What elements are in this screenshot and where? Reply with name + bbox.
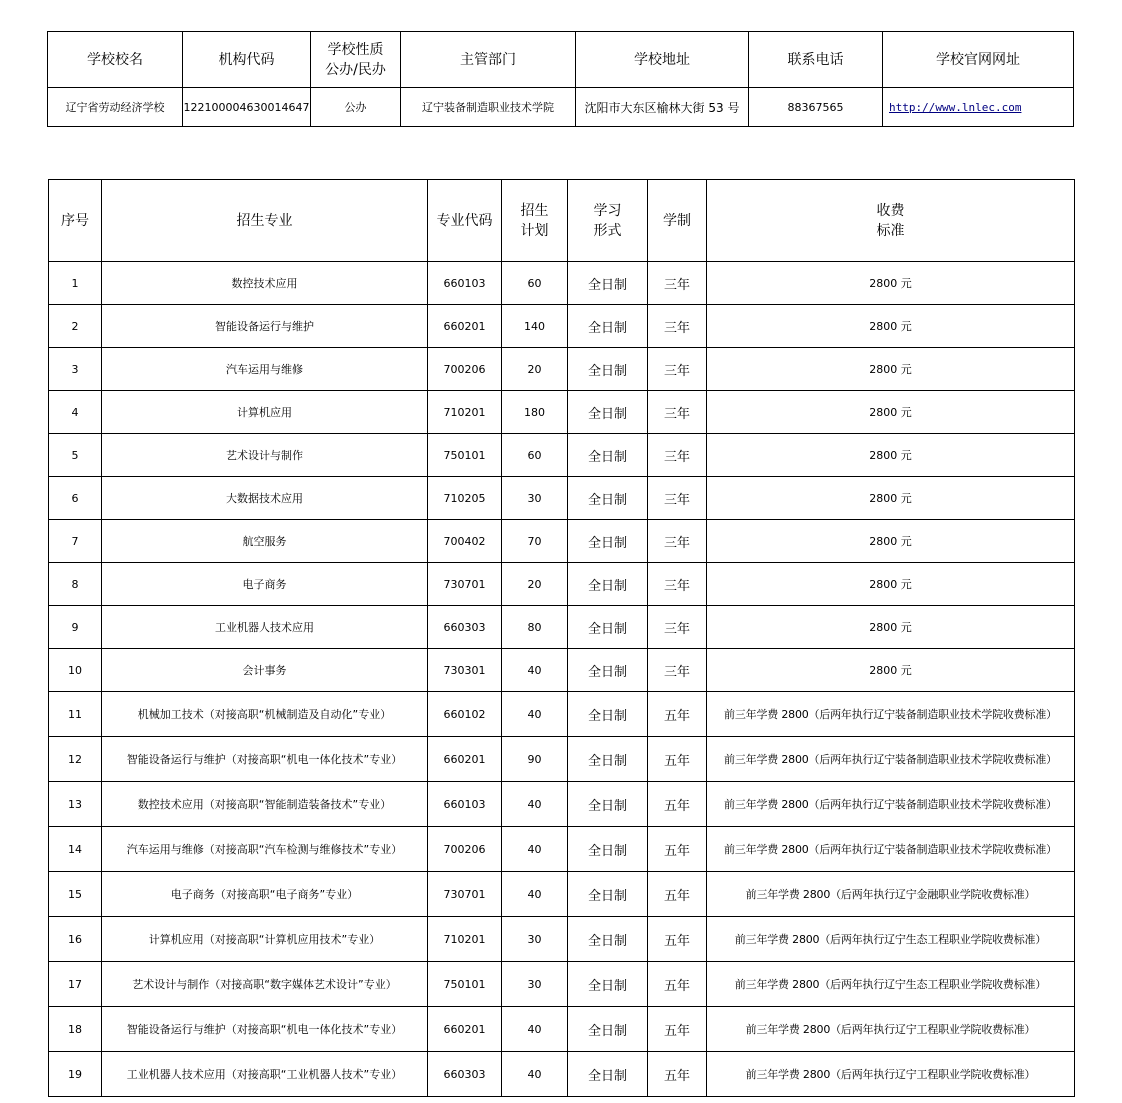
duration: 三年 — [648, 606, 707, 649]
header-fee-line1: 收费 — [876, 202, 905, 219]
duration: 五年 — [648, 917, 707, 962]
fee-standard: 2800 元 — [707, 391, 1075, 434]
study-form: 全日制 — [568, 262, 648, 305]
major-name: 工业机器人技术应用（对接高职“工业机器人技术”专业） — [102, 1052, 428, 1097]
major-index: 12 — [49, 737, 102, 782]
major-name: 智能设备运行与维护（对接高职“机电一体化技术”专业） — [102, 1007, 428, 1052]
header-phone: 联系电话 — [749, 32, 883, 88]
header-plan-line1: 招生 — [520, 202, 549, 219]
table-row — [49, 737, 1075, 782]
school-name: 辽宁省劳动经济学校 — [48, 88, 183, 127]
study-form: 全日制 — [568, 1007, 648, 1052]
header-address: 学校地址 — [576, 32, 749, 88]
major-index: 8 — [49, 563, 102, 606]
study-form: 全日制 — [568, 782, 648, 827]
table-row — [49, 434, 1075, 477]
major-code: 660103 — [428, 782, 502, 827]
header-index: 序号 — [49, 180, 102, 262]
header-nature-line1: 学校性质 — [327, 41, 384, 58]
enroll-plan: 30 — [502, 962, 568, 1007]
org-code: 12210000463001464​7 — [183, 88, 311, 127]
table-row — [49, 692, 1075, 737]
table-row — [49, 477, 1075, 520]
major-name: 电子商务（对接高职“电子商务”专业） — [102, 872, 428, 917]
enroll-plan: 40 — [502, 872, 568, 917]
major-code: 710205 — [428, 477, 502, 520]
table-row — [49, 827, 1075, 872]
major-code: 660201 — [428, 1007, 502, 1052]
major-name: 智能设备运行与维护（对接高职“机电一体化技术”专业） — [102, 737, 428, 782]
duration: 三年 — [648, 563, 707, 606]
major-index: 15 — [49, 872, 102, 917]
major-index: 1 — [49, 262, 102, 305]
major-name: 数控技术应用 — [102, 262, 428, 305]
major-name: 机械加工技术（对接高职“机械制造及自动化”专业） — [102, 692, 428, 737]
duration: 三年 — [648, 649, 707, 692]
major-index: 13 — [49, 782, 102, 827]
school-info-header-row — [48, 32, 1074, 88]
major-code: 700206 — [428, 348, 502, 391]
study-form: 全日制 — [568, 434, 648, 477]
major-name: 航空服务 — [102, 520, 428, 563]
major-index: 2 — [49, 305, 102, 348]
enroll-plan: 40 — [502, 649, 568, 692]
major-code: 750101 — [428, 434, 502, 477]
major-index: 14 — [49, 827, 102, 872]
major-index: 19 — [49, 1052, 102, 1097]
fee-standard: 前三年学费 2800（后两年执行辽宁生态工程职业学院收费标准） — [707, 962, 1075, 1007]
major-code: 660201 — [428, 737, 502, 782]
study-form: 全日制 — [568, 737, 648, 782]
major-name: 艺术设计与制作 — [102, 434, 428, 477]
fee-standard: 2800 元 — [707, 262, 1075, 305]
major-code: 710201 — [428, 917, 502, 962]
study-form: 全日制 — [568, 962, 648, 1007]
duration: 五年 — [648, 737, 707, 782]
header-major: 招生专业 — [102, 180, 428, 262]
major-code: 660303 — [428, 606, 502, 649]
table-row — [49, 262, 1075, 305]
enroll-plan: 80 — [502, 606, 568, 649]
major-name: 大数据技术应用 — [102, 477, 428, 520]
study-form: 全日制 — [568, 520, 648, 563]
enroll-plan: 90 — [502, 737, 568, 782]
table-row — [49, 872, 1075, 917]
table-row — [49, 649, 1075, 692]
duration: 五年 — [648, 827, 707, 872]
fee-standard: 2800 元 — [707, 477, 1075, 520]
header-nature-line2: 公办/民办 — [325, 61, 386, 78]
major-code: 700206 — [428, 827, 502, 872]
table-row — [49, 917, 1075, 962]
duration: 五年 — [648, 1007, 707, 1052]
fee-standard: 前三年学费 2800（后两年执行辽宁装备制造职业技术学院收费标准） — [707, 782, 1075, 827]
table-row — [49, 348, 1075, 391]
fee-standard: 前三年学费 2800（后两年执行辽宁生态工程职业学院收费标准） — [707, 917, 1075, 962]
duration: 五年 — [648, 872, 707, 917]
table-row — [49, 563, 1075, 606]
table-row — [49, 962, 1075, 1007]
header-fee — [707, 180, 1075, 262]
phone: 88367565 — [749, 88, 883, 127]
major-name: 工业机器人技术应用 — [102, 606, 428, 649]
table-row — [49, 782, 1075, 827]
study-form: 全日制 — [568, 606, 648, 649]
table-row — [49, 1052, 1075, 1097]
major-name: 会计事务 — [102, 649, 428, 692]
major-table — [48, 179, 1075, 1097]
major-name: 汽车运用与维修（对接高职“汽车检测与维修技术”专业） — [102, 827, 428, 872]
major-code: 660201 — [428, 305, 502, 348]
enroll-plan: 180 — [502, 391, 568, 434]
major-name: 艺术设计与制作（对接高职“数字媒体艺术设计”专业） — [102, 962, 428, 1007]
study-form: 全日制 — [568, 305, 648, 348]
header-school-name: 学校校名 — [48, 32, 183, 88]
major-index: 7 — [49, 520, 102, 563]
duration: 三年 — [648, 348, 707, 391]
website-link[interactable]: http://www.lnlec.com — [889, 100, 1022, 114]
enroll-plan: 60 — [502, 434, 568, 477]
school-info-value-row — [48, 88, 1074, 127]
header-school-nature — [311, 32, 401, 88]
fee-standard: 前三年学费 2800（后两年执行辽宁金融职业学院收费标准） — [707, 872, 1075, 917]
major-header-row — [49, 180, 1075, 262]
fee-standard: 前三年学费 2800（后两年执行辽宁装备制造职业技术学院收费标准） — [707, 827, 1075, 872]
major-code: 700402 — [428, 520, 502, 563]
school-info-table — [47, 31, 1074, 127]
fee-standard: 2800 元 — [707, 305, 1075, 348]
major-code: 730301 — [428, 649, 502, 692]
fee-standard: 前三年学费 2800（后两年执行辽宁装备制造职业技术学院收费标准） — [707, 692, 1075, 737]
enroll-plan: 40 — [502, 1052, 568, 1097]
major-name: 汽车运用与维修 — [102, 348, 428, 391]
major-index: 9 — [49, 606, 102, 649]
enroll-plan: 20 — [502, 563, 568, 606]
enroll-plan: 40 — [502, 782, 568, 827]
study-form: 全日制 — [568, 1052, 648, 1097]
header-dept: 主管部门 — [401, 32, 576, 88]
fee-standard: 前三年学费 2800（后两年执行辽宁工程职业学院收费标准） — [707, 1052, 1075, 1097]
study-form: 全日制 — [568, 563, 648, 606]
enroll-plan: 40 — [502, 827, 568, 872]
study-form: 全日制 — [568, 391, 648, 434]
website-cell — [883, 88, 1074, 127]
major-code: 750101 — [428, 962, 502, 1007]
enroll-plan: 140 — [502, 305, 568, 348]
enroll-plan: 40 — [502, 692, 568, 737]
header-duration: 学制 — [648, 180, 707, 262]
major-index: 4 — [49, 391, 102, 434]
fee-standard: 2800 元 — [707, 649, 1075, 692]
fee-standard: 2800 元 — [707, 606, 1075, 649]
school-nature: 公办 — [311, 88, 401, 127]
header-fee-line2: 标准 — [876, 222, 905, 239]
duration: 三年 — [648, 391, 707, 434]
major-index: 16 — [49, 917, 102, 962]
duration: 五年 — [648, 782, 707, 827]
enroll-plan: 30 — [502, 477, 568, 520]
table-row — [49, 305, 1075, 348]
dept: 辽宁装备制造职业技术学院 — [401, 88, 576, 127]
fee-standard: 2800 元 — [707, 348, 1075, 391]
study-form: 全日制 — [568, 348, 648, 391]
header-plan-line2: 计划 — [520, 222, 549, 239]
header-form-line1: 学习 — [593, 202, 622, 219]
duration: 三年 — [648, 262, 707, 305]
header-form-line2: 形式 — [593, 222, 622, 239]
enroll-plan: 70 — [502, 520, 568, 563]
major-code: 660303 — [428, 1052, 502, 1097]
duration: 五年 — [648, 1052, 707, 1097]
major-name: 数控技术应用（对接高职“智能制造装备技术”专业） — [102, 782, 428, 827]
enroll-plan: 30 — [502, 917, 568, 962]
study-form: 全日制 — [568, 917, 648, 962]
enroll-plan: 20 — [502, 348, 568, 391]
address: 沈阳市大东区榆林大街 53 号 — [576, 88, 749, 127]
fee-standard: 前三年学费 2800（后两年执行辽宁装备制造职业技术学院收费标准） — [707, 737, 1075, 782]
major-name: 电子商务 — [102, 563, 428, 606]
fee-standard: 2800 元 — [707, 563, 1075, 606]
header-form — [568, 180, 648, 262]
table-row — [49, 1007, 1075, 1052]
major-index: 10 — [49, 649, 102, 692]
major-name: 计算机应用 — [102, 391, 428, 434]
fee-standard: 2800 元 — [707, 434, 1075, 477]
enroll-plan: 40 — [502, 1007, 568, 1052]
major-index: 17 — [49, 962, 102, 1007]
enroll-plan: 60 — [502, 262, 568, 305]
table-row — [49, 391, 1075, 434]
table-row — [49, 520, 1075, 563]
major-code: 660103 — [428, 262, 502, 305]
duration: 三年 — [648, 477, 707, 520]
header-org-code: 机构代码 — [183, 32, 311, 88]
duration: 三年 — [648, 305, 707, 348]
fee-standard: 2800 元 — [707, 520, 1075, 563]
header-plan — [502, 180, 568, 262]
major-name: 计算机应用（对接高职“计算机应用技术”专业） — [102, 917, 428, 962]
table-row — [49, 606, 1075, 649]
major-code: 710201 — [428, 391, 502, 434]
major-index: 11 — [49, 692, 102, 737]
duration: 三年 — [648, 520, 707, 563]
study-form: 全日制 — [568, 872, 648, 917]
major-index: 6 — [49, 477, 102, 520]
major-code: 730701 — [428, 872, 502, 917]
major-index: 18 — [49, 1007, 102, 1052]
study-form: 全日制 — [568, 692, 648, 737]
duration: 三年 — [648, 434, 707, 477]
major-index: 5 — [49, 434, 102, 477]
major-code: 730701 — [428, 563, 502, 606]
duration: 五年 — [648, 962, 707, 1007]
major-index: 3 — [49, 348, 102, 391]
major-name: 智能设备运行与维护 — [102, 305, 428, 348]
header-website: 学校官网网址 — [883, 32, 1074, 88]
study-form: 全日制 — [568, 649, 648, 692]
fee-standard: 前三年学费 2800（后两年执行辽宁工程职业学院收费标准） — [707, 1007, 1075, 1052]
study-form: 全日制 — [568, 477, 648, 520]
header-major-code: 专业代码 — [428, 180, 502, 262]
duration: 五年 — [648, 692, 707, 737]
major-code: 660102 — [428, 692, 502, 737]
study-form: 全日制 — [568, 827, 648, 872]
